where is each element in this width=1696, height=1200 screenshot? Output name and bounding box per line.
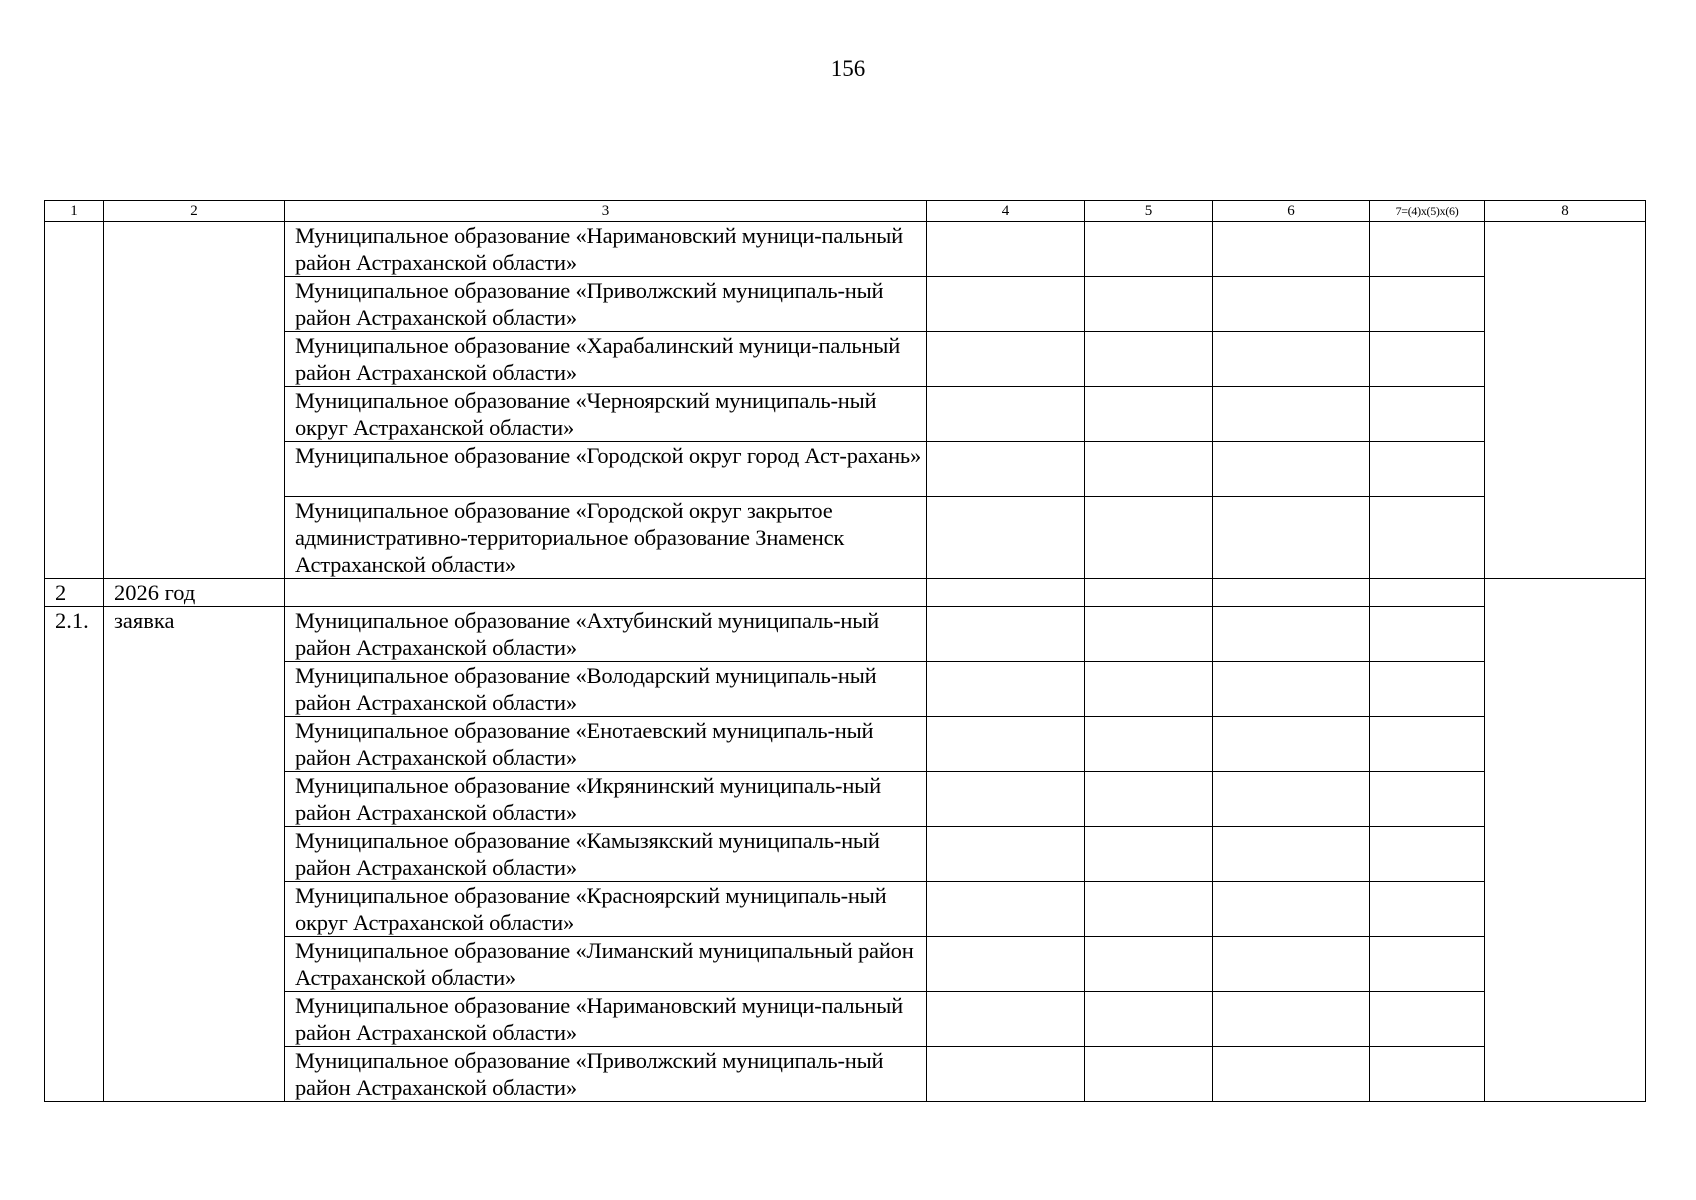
municipality-cell: Муниципальное образование «Лиманский муниципальный район Астраханской области» <box>285 937 927 992</box>
value-cell <box>1085 992 1213 1047</box>
value-cell <box>1370 992 1485 1047</box>
municipality-cell: Муниципальное образование «Красноярский муниципаль-ный округ Астраханской области» <box>285 882 927 937</box>
value-cell <box>1085 937 1213 992</box>
col-header-6: 6 <box>1213 201 1370 222</box>
table-row <box>45 882 1646 937</box>
table-row <box>45 332 1646 387</box>
municipality-cell: Муниципальное образование «Володарский муниципаль-ный район Астраханской области» <box>285 662 927 717</box>
value-cell <box>1370 277 1485 332</box>
section-label: заявка <box>104 607 285 1102</box>
municipality-cell <box>285 579 927 607</box>
value-cell <box>927 882 1085 937</box>
value-cell <box>927 662 1085 717</box>
value-cell <box>1085 579 1213 607</box>
value-cell <box>1085 882 1213 937</box>
value-cell <box>927 497 1085 579</box>
value-cell <box>1370 442 1485 497</box>
value-cell <box>1213 1047 1370 1102</box>
table-row <box>45 442 1646 497</box>
value-cell <box>1085 442 1213 497</box>
value-cell <box>1370 662 1485 717</box>
value-cell <box>1370 882 1485 937</box>
value-cell <box>1085 662 1213 717</box>
municipality-cell: Муниципальное образование «Наримановский муници-пальный район Астраханской области» <box>285 222 927 277</box>
municipality-cell: Муниципальное образование «Наримановский муници-пальный район Астраханской области» <box>285 992 927 1047</box>
value-cell <box>1213 882 1370 937</box>
value-cell <box>1370 579 1485 607</box>
municipality-cell: Муниципальное образование «Городской округ город Аст-рахань» <box>285 442 927 497</box>
municipality-cell: Муниципальное образование «Икрянинский муниципаль-ный район Астраханской области» <box>285 772 927 827</box>
note-cell <box>1485 222 1646 579</box>
section-number: 2.1. <box>45 607 104 1102</box>
value-cell <box>1370 1047 1485 1102</box>
value-cell <box>927 387 1085 442</box>
value-cell <box>1085 222 1213 277</box>
value-cell <box>927 1047 1085 1102</box>
municipality-cell: Муниципальное образование «Приволжский муниципаль-ный район Астраханской области» <box>285 277 927 332</box>
value-cell <box>1085 772 1213 827</box>
value-cell <box>1370 607 1485 662</box>
table-row <box>45 607 1646 662</box>
col-header-5: 5 <box>1085 201 1213 222</box>
table-row <box>45 387 1646 442</box>
page-number: 156 <box>830 56 866 81</box>
value-cell <box>927 579 1085 607</box>
year-row <box>45 579 1646 607</box>
value-cell <box>927 937 1085 992</box>
municipality-cell: Муниципальное образование «Городской округ закрытое административно-территориальное образование Знаменск Астраханской области» <box>285 497 927 579</box>
allocation-table <box>44 200 1646 1102</box>
col-header-3: 3 <box>285 201 927 222</box>
table-row <box>45 992 1646 1047</box>
municipality-cell: Муниципальное образование «Ахтубинский муниципаль-ный район Астраханской области» <box>285 607 927 662</box>
value-cell <box>1213 222 1370 277</box>
value-cell <box>1213 332 1370 387</box>
table-row <box>45 772 1646 827</box>
col-header-7: 7=(4)x(5)x(6) <box>1370 201 1485 222</box>
table-row <box>45 662 1646 717</box>
value-cell <box>1213 717 1370 772</box>
value-cell <box>1085 387 1213 442</box>
municipality-cell: Муниципальное образование «Харабалинский муници-пальный район Астраханской области» <box>285 332 927 387</box>
value-cell <box>927 827 1085 882</box>
municipality-cell: Муниципальное образование «Приволжский муниципаль-ный район Астраханской области» <box>285 1047 927 1102</box>
table-row <box>45 937 1646 992</box>
value-cell <box>1213 277 1370 332</box>
continued-label-cell <box>104 222 285 579</box>
year-row-label: 2026 год <box>104 579 285 607</box>
value-cell <box>1213 827 1370 882</box>
value-cell <box>1213 579 1370 607</box>
value-cell <box>1085 277 1213 332</box>
value-cell <box>927 277 1085 332</box>
value-cell <box>1213 442 1370 497</box>
value-cell <box>1370 332 1485 387</box>
value-cell <box>1213 772 1370 827</box>
table-row <box>45 1047 1646 1102</box>
value-cell <box>927 607 1085 662</box>
value-cell <box>1085 332 1213 387</box>
value-cell <box>1085 827 1213 882</box>
value-cell <box>1370 387 1485 442</box>
value-cell <box>927 992 1085 1047</box>
value-cell <box>1213 937 1370 992</box>
municipality-cell: Муниципальное образование «Черноярский муниципаль-ный округ Астраханской области» <box>285 387 927 442</box>
value-cell <box>927 772 1085 827</box>
value-cell <box>1370 937 1485 992</box>
municipality-cell: Муниципальное образование «Камызякский муниципаль-ный район Астраханской области» <box>285 827 927 882</box>
value-cell <box>927 222 1085 277</box>
value-cell <box>927 332 1085 387</box>
continued-number-cell <box>45 222 104 579</box>
value-cell <box>1213 607 1370 662</box>
note-cell <box>1485 579 1646 1102</box>
value-cell <box>1085 717 1213 772</box>
table-row <box>45 717 1646 772</box>
col-header-1: 1 <box>45 201 104 222</box>
value-cell <box>1085 1047 1213 1102</box>
value-cell <box>1213 662 1370 717</box>
value-cell <box>927 717 1085 772</box>
value-cell <box>1370 772 1485 827</box>
year-row-number: 2 <box>45 579 104 607</box>
col-header-2: 2 <box>104 201 285 222</box>
column-number-row <box>45 201 1646 222</box>
value-cell <box>1085 607 1213 662</box>
value-cell <box>1370 827 1485 882</box>
municipality-cell: Муниципальное образование «Енотаевский муниципаль-ный район Астраханской области» <box>285 717 927 772</box>
col-header-4: 4 <box>927 201 1085 222</box>
value-cell <box>1213 387 1370 442</box>
table-row <box>45 277 1646 332</box>
value-cell <box>927 442 1085 497</box>
value-cell <box>1370 222 1485 277</box>
col-header-8: 8 <box>1485 201 1646 222</box>
value-cell <box>1213 497 1370 579</box>
value-cell <box>1370 717 1485 772</box>
table-row <box>45 497 1646 579</box>
table-row <box>45 827 1646 882</box>
value-cell <box>1370 497 1485 579</box>
value-cell <box>1085 497 1213 579</box>
table-row <box>45 222 1646 277</box>
value-cell <box>1213 992 1370 1047</box>
